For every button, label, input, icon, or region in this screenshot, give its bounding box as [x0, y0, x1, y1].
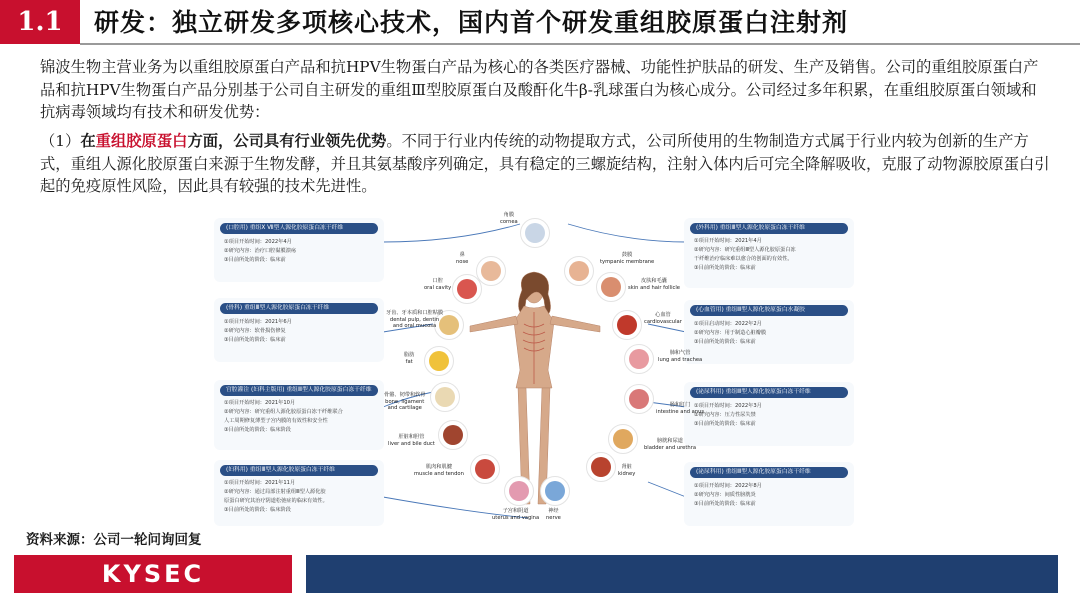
card-line: ③目前所处的阶段：临床阶段	[224, 427, 291, 433]
organ-label-intestine: 肠和肛门 intestine and anus	[656, 402, 705, 415]
card-line: ②研究内容：治疗口腔黏膜溃疡	[224, 248, 297, 254]
card-line: ①项目开始时间：2021年4月	[694, 238, 762, 244]
card-line: ③目前所处的阶段：临床前	[694, 501, 756, 507]
paragraph-bold-end: 方面，公司具有行业领先优势	[187, 132, 387, 150]
project-card-oral	[214, 218, 384, 282]
card-line: ②研究内容：压力性尿失禁	[694, 412, 756, 418]
organ-swatch	[435, 387, 455, 407]
card-line: ③目前所处的阶段：临床前	[694, 421, 756, 427]
intestine-icon	[624, 384, 654, 414]
card-title: (骨科) 重组Ⅲ型人源化胶原蛋白冻干纤维	[220, 303, 378, 314]
organ-label-uterus: 子宫和阴道 uterus and vagina	[492, 508, 540, 521]
organ-label-cardio: 心血管 cardiovascular	[644, 312, 682, 325]
title-divider	[80, 43, 1080, 45]
ear-icon	[564, 256, 594, 286]
connector-line	[383, 224, 520, 242]
nerve-icon	[540, 476, 570, 506]
figure-left-arm	[470, 316, 518, 332]
intro-paragraph: 锦波生物主营业务为以重组胶原蛋白产品和抗HPV生物蛋白产品为核心的各类医疗器械、功能性护肤品的研发、生产及销售。公司的重组胶原蛋白产品和抗HPV生物蛋白产品分别基于公司自主研发的重组Ⅲ型胶原蛋白及酸酐化牛β-乳球蛋白为核心成分。公司经过多年积累，在重组胶原蛋白领域和抗病毒领域均有技术和研发优势：	[40, 58, 1039, 121]
advantage-paragraph	[40, 130, 1050, 198]
card-line: ②研究内容：软骨损伤修复	[224, 328, 286, 334]
card-line: ③目前所处的阶段：临床前	[224, 337, 286, 343]
card-line: ①项目启动时间：2022年2月	[694, 321, 762, 327]
card-line: ③目前所处的阶段：临床阶段	[224, 507, 291, 513]
heart-icon	[612, 310, 642, 340]
organ-swatch	[457, 279, 477, 299]
paragraph-rest: 。不同于行业内传统的动物提取方式，公司所使用的生物制造方式属于行业内较为创新的生产方式，重组人源化胶原蛋白来源于生物发酵，并且其氨基酸序列确定，具有稳定的三螺旋结构，注射入体内后可完全降解吸收，克服了动物源胶原蛋白引起的免疫原性风险，因此具有较强的技术先进性。	[40, 132, 1050, 195]
card-title: (妇科用) 重组Ⅲ型人源化胶原蛋白冻干纤维	[220, 465, 378, 476]
organ-label-bone: 骨骼、韧带和软骨 bone, ligament and cartilage	[384, 392, 426, 411]
footer-logo-bar	[14, 555, 292, 593]
figure-right-arm	[550, 316, 600, 332]
organ-swatch	[629, 389, 649, 409]
connector-line	[648, 482, 686, 497]
card-line: ②研究内容：间质性膀胱炎	[694, 492, 756, 498]
lung-icon	[624, 344, 654, 374]
organ-label-lung: 肺和气管 lung and trachea	[658, 350, 703, 363]
organ-label-nose: 鼻 nose	[456, 252, 469, 265]
connector-line	[568, 224, 686, 242]
organ-label-kidney: 肾脏 kidney	[618, 464, 636, 477]
card-line: ②研究内容：研究重组Ⅲ型人源化胶原蛋白冻	[694, 247, 796, 253]
company-logo: KYSEC	[101, 560, 205, 588]
page-title: 研发：独立研发多项核心技术，国内首个研发重组胶原蛋白注射剂	[94, 8, 849, 37]
liver-icon	[438, 420, 468, 450]
organ-label-skin: 皮肤和毛囊 skin and hair follicle	[628, 278, 680, 291]
kidney-icon	[586, 452, 616, 482]
project-card-urology-1	[684, 382, 854, 446]
organ-label-oral: 口腔 oral cavity	[424, 278, 452, 291]
uterus-icon	[504, 476, 534, 506]
bone-icon	[430, 382, 460, 412]
organ-swatch	[429, 351, 449, 371]
section-number: 1.1	[0, 0, 80, 44]
organ-swatch	[545, 481, 565, 501]
organ-swatch	[629, 349, 649, 369]
card-title: (外科用) 重组Ⅲ型人源化胶原蛋白冻干纤维	[690, 223, 848, 234]
card-line: ②研究内容：通过局部注射重组Ⅲ型人源化胶	[224, 489, 326, 495]
organ-swatch	[591, 457, 611, 477]
card-line: ②研究内容：用于制造心脏瓣膜	[694, 330, 767, 336]
organ-label-dental: 牙齿、牙本质和口腔粘膜 dental pulp, dentin and oral mucosa	[386, 310, 444, 329]
organ-label-muscle: 肌肉和肌腱 muscle and tendon	[414, 464, 464, 477]
organ-swatch	[601, 277, 621, 297]
organ-label-cornea: 角膜 cornea	[500, 212, 518, 225]
footer-blue-bar	[306, 555, 1058, 593]
organ-label-fat: 脂肪 fat	[404, 352, 415, 365]
organ-swatch	[509, 481, 529, 501]
connector-line	[648, 324, 686, 332]
project-card-orthopedic	[214, 298, 384, 362]
card-line: ③目前所处的阶段：临床前	[694, 265, 756, 271]
bladder-icon	[608, 424, 638, 454]
skin-icon	[596, 272, 626, 302]
organ-swatch	[525, 223, 545, 243]
project-card-urology-2	[684, 462, 854, 526]
organ-swatch	[475, 459, 495, 479]
fat-icon	[424, 346, 454, 376]
card-line: ①项目开始时间：2021年6月	[224, 319, 292, 325]
card-line: ①项目开始时间：2022年8月	[694, 483, 762, 489]
organ-label-nerve: 神经 nerve	[546, 508, 561, 521]
organ-label-tympanic: 鼓膜 tympanic membrane	[600, 252, 655, 265]
card-line: 原蛋白研究其治疗阴道松弛症的临床有效性。	[224, 498, 328, 504]
card-title: 宫腔灌注 (妇科主版用) 重组Ⅲ型人源化胶原蛋白冻干纤维	[220, 385, 378, 396]
card-line: ①项目开始时间：2021年10月	[224, 400, 296, 406]
organ-swatch	[613, 429, 633, 449]
card-title: (泌尿科用) 重组Ⅲ型人源化胶原蛋白冻干纤维	[690, 467, 848, 478]
cornea-icon	[520, 218, 550, 248]
card-line: ③目前所处的阶段：临床前	[224, 257, 286, 263]
organ-swatch	[569, 261, 589, 281]
card-line: ②研究内容：研究重组人源化胶原蛋白冻干纤维联合	[224, 409, 343, 415]
project-card-surgery	[684, 218, 854, 288]
mouth-icon	[452, 274, 482, 304]
card-title: (心血管用) 重组Ⅲ型人源化胶原蛋白水凝胶	[690, 305, 848, 316]
card-line: ①项目开始时间：2022年3月	[694, 403, 762, 409]
muscle-icon	[470, 454, 500, 484]
source-note: 资料来源：公司一轮问询回复	[26, 532, 202, 548]
card-title: (口腔用) 重组Ⅹ Ⅶ型人源化胶原蛋白冻干纤维	[220, 223, 378, 234]
organ-label-bladder: 膀胱和尿道 bladder and urethra	[644, 438, 697, 451]
paragraph-bold-start: 在	[80, 132, 96, 150]
organ-swatch	[481, 261, 501, 281]
card-line: ①项目开始时间：2021年11月	[224, 480, 296, 486]
card-line: ①项目开始时间：2022年4月	[224, 239, 292, 245]
card-line: 人工周期修复薄型子宫内膜的有效性和安全性	[224, 418, 328, 424]
card-line: 干纤维治疗临床难以愈合的创面的有效性。	[694, 256, 793, 262]
organ-label-liver: 肝脏和胆管 liver and bile duct	[388, 434, 435, 447]
project-card-uterine	[214, 380, 384, 450]
project-card-cardiovascular	[684, 300, 854, 364]
collagen-application-infographic	[208, 212, 860, 528]
paragraph-prefix: （1）	[40, 132, 81, 150]
card-title: (泌尿科用) 重组Ⅲ型人源化胶原蛋白冻干纤维	[690, 387, 848, 398]
organ-swatch	[617, 315, 637, 335]
organ-swatch	[443, 425, 463, 445]
project-card-gynecology	[214, 460, 384, 526]
card-line: ③目前所处的阶段：临床前	[694, 339, 756, 345]
highlight-term: 重组胶原蛋白	[95, 132, 188, 150]
